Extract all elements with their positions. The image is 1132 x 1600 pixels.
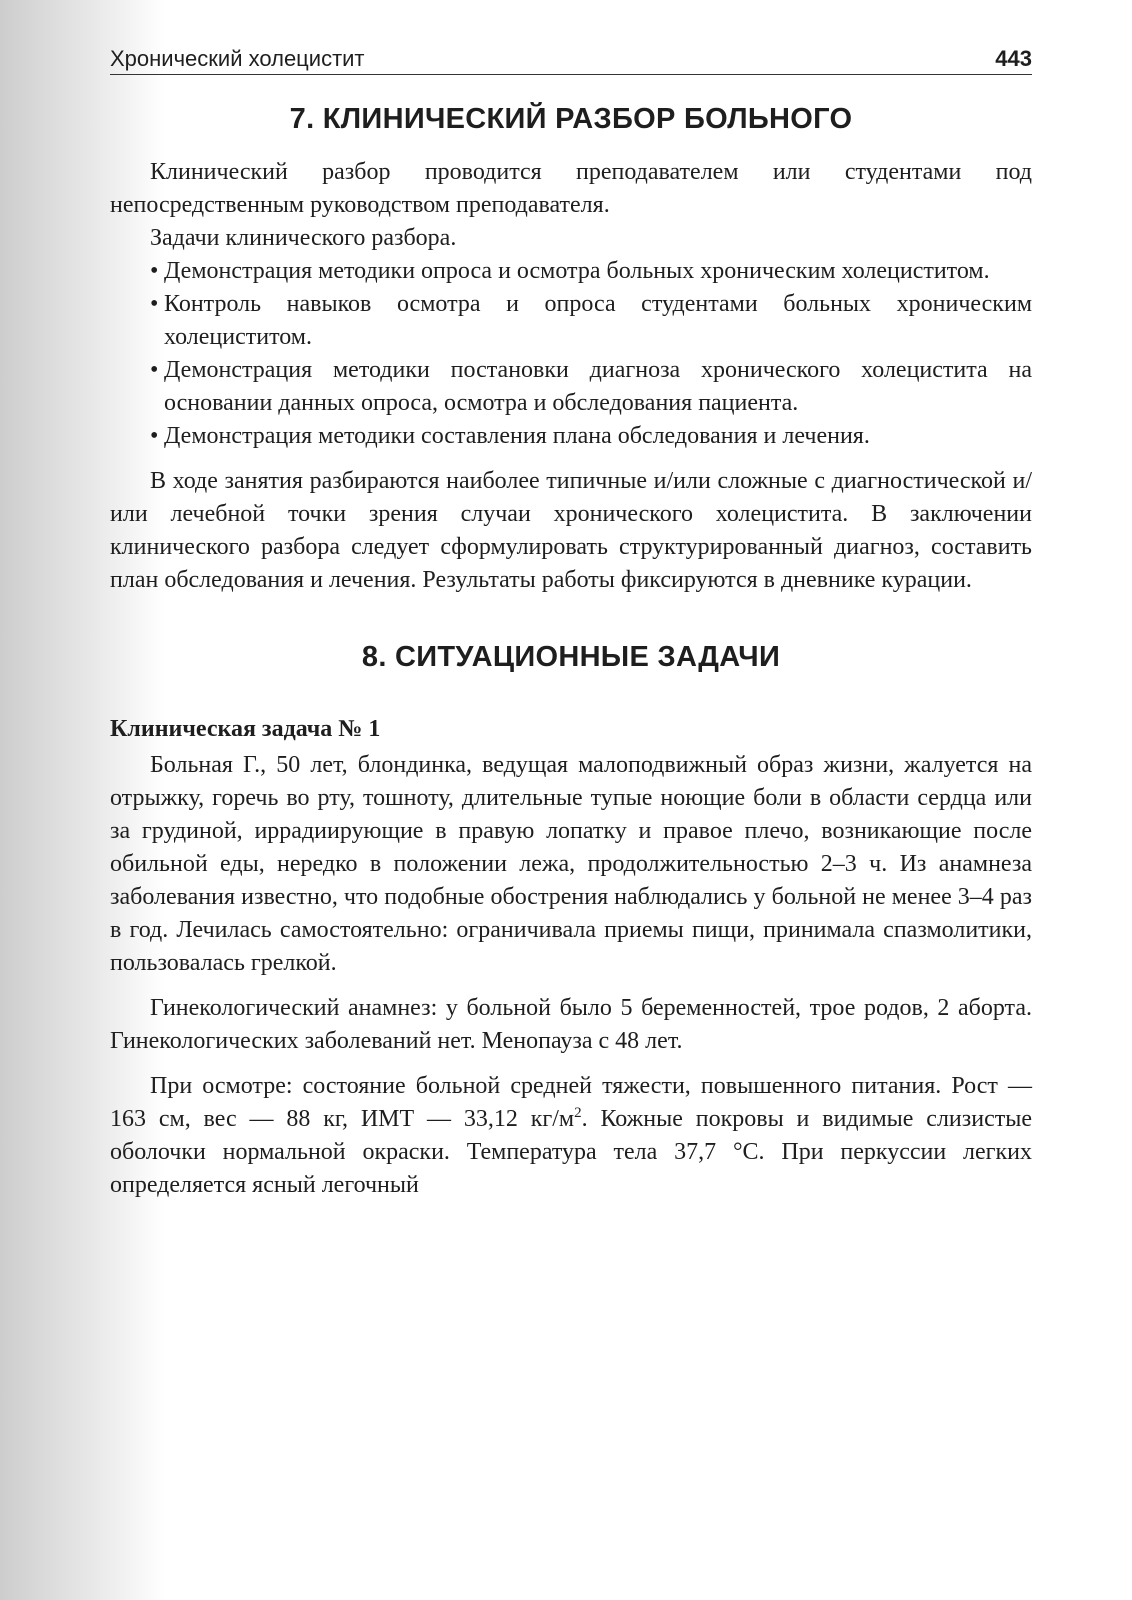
running-header xyxy=(110,46,1032,75)
case-title: Клиническая задача № 1 xyxy=(110,716,381,742)
task-item: • Демонстрация методики составления плана обследования и лечения. xyxy=(150,420,1032,453)
page-number: 443 xyxy=(995,46,1032,71)
exam-text-part1: При осмотре: состояние больной средней тяжести, повышенного питания. Рост — 163 см, вес — 88 кг, ИМТ — 33,12 кг/м xyxy=(110,1073,1032,1132)
section-7-intro: Клинический разбор проводится преподавателем или студентами под непосредственным руководством преподавателя. xyxy=(110,159,1032,218)
section-7-title: 7. КЛИНИЧЕСКИЙ РАЗБОР БОЛЬНОГО xyxy=(289,103,853,135)
exam-text-part2: . Кожные покровы и видимые слизистые оболочки нормальной окраски. Температура тела 37,7 °С. При перкуссии легких определяется ясный легочный xyxy=(110,1106,1033,1198)
tasks-list xyxy=(110,255,1032,453)
case-paragraph-gynecology: Гинекологический анамнез: у больной было 5 беременностей, трое родов, 2 аборта. Гинекологических заболеваний нет. Менопауза с 48 лет. xyxy=(110,995,1032,1054)
running-title: Хронический холецистит xyxy=(110,46,365,71)
book-page xyxy=(110,46,1032,1202)
task-item: • Демонстрация методики постановки диагноза хронического холецистита на основании данных опроса, осмотра и обследования пациента. xyxy=(150,354,1032,420)
case-paragraph-examination xyxy=(110,1070,1032,1202)
section-7-closing: В ходе занятия разбираются наиболее типичные и/или сложные с диагностической и/или лечебной точки зрения случаи хронического холецистита. В заключении клинического разбора следует сформулировать структурированный диагноз, составить план обследования и лечения. Результаты работы фиксируются в дневнике курации. xyxy=(110,468,1032,593)
tasks-heading: Задачи клинического разбора. xyxy=(150,225,457,251)
section-8-title: 8. СИТУАЦИОННЫЕ ЗАДАЧИ xyxy=(361,641,781,673)
task-item: • Демонстрация методики опроса и осмотра больных хроническим холециститом. xyxy=(150,255,1032,288)
task-item: • Контроль навыков осмотра и опроса студентами больных хроническим холециститом. xyxy=(150,288,1032,354)
case-paragraph-complaints: Больная Г., 50 лет, блондинка, ведущая малоподвижный образ жизни, жалуется на отрыжку, горечь во рту, тошноту, длительные тупые ноющие боли в области сердца или за грудиной, иррадиирующие в правую лопатку и правое плечо, возникающие после обильной еды, нередко в положении лежа, продолжительностью 2–3 ч. Из анамнеза заболевания известно, что подобные обострения наблюдались у больной не менее 3–4 раз в год. Лечилась самостоятельно: ограничивала приемы пищи, принимала спазмолитики, пользовалась грелкой. xyxy=(110,752,1032,976)
exam-text-superscript: 2 xyxy=(574,1105,582,1121)
